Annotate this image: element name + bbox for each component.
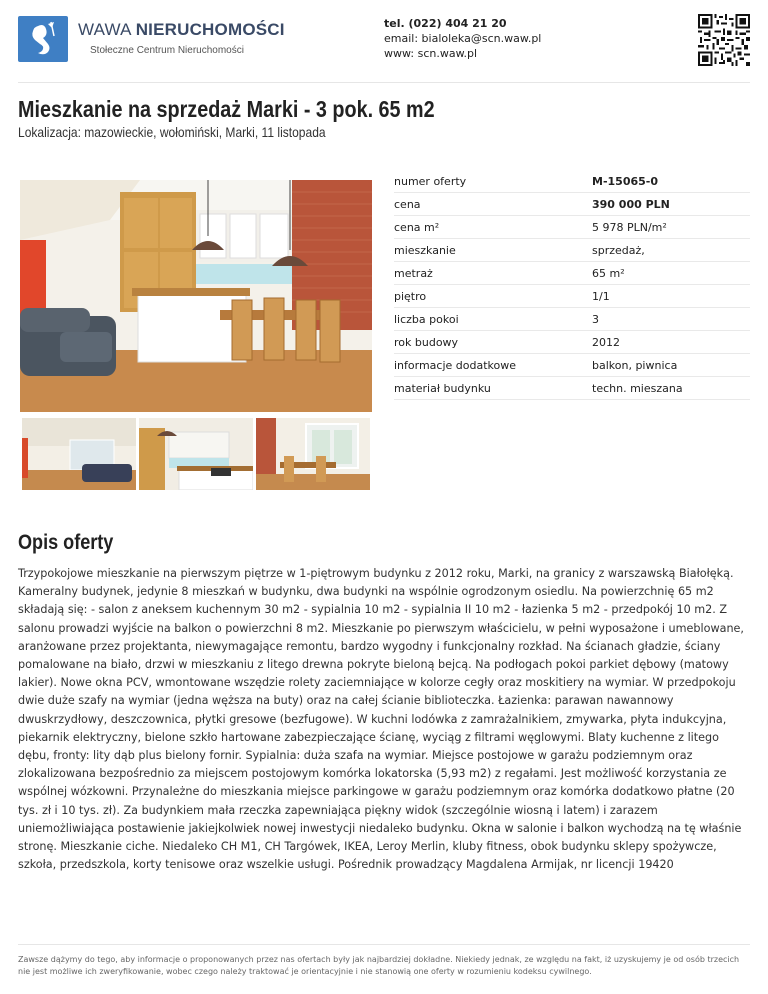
company-logo [18,16,68,62]
brand-bold: NIERUCHOMOŚCI [135,20,285,39]
detail-label: informacje dodatkowe [394,358,517,372]
detail-label: rok budowy [394,335,459,349]
detail-row [394,193,750,216]
detail-row [394,262,750,285]
mermaid-logo-icon [18,16,68,62]
brand-name [78,20,285,40]
thumbnail-living-room[interactable] [22,418,136,490]
detail-value: 5 978 PLN/m² [592,220,667,234]
detail-value: sprzedaż, [592,243,645,257]
offer-title: Mieszkanie na sprzedaż Marki - 3 pok. 65 m2 [18,96,435,122]
detail-label: materiał budynku [394,381,491,395]
footer-disclaimer: Zawsze dążymy do tego, aby informacje o proponowanych przez nas ofertach były jak najbardziej dokładne. Niekiedy jednak, ze względu na fakt, iż uzyskujemy je od osób trzecich nie jest możliwe ich zweryfikowanie, wobec czego należy traktować je orientacyjnie i nie stanowią one oferty w rozumieniu kodeksu cywilnego. [18,955,740,976]
brand-light: WAWA [78,20,131,39]
detail-row [394,216,750,239]
detail-row [394,377,750,400]
offer-location: Lokalizacja: mazowieckie, wołomiński, Marki, 11 listopada [18,124,326,140]
detail-label: cena [394,197,421,211]
contact-email[interactable]: email: bialoleka@scn.waw.pl [384,32,542,45]
page-header [0,0,768,80]
detail-label: piętro [394,289,427,303]
offer-details-table [394,170,750,400]
detail-label: metraż [394,266,433,280]
detail-row [394,239,750,262]
detail-value: 390 000 PLN [592,197,670,211]
detail-row [394,170,750,193]
main-photo[interactable] [20,180,372,412]
detail-value: techn. mieszana [592,381,683,395]
brand-tagline: Stołeczne Centrum Nieruchomości [90,45,244,56]
detail-label: cena m² [394,220,440,234]
detail-label: numer oferty [394,174,467,188]
detail-row [394,354,750,377]
contact-phone[interactable]: tel. (022) 404 21 20 [384,17,507,30]
detail-value: balkon, piwnica [592,358,678,372]
detail-value: 1/1 [592,289,610,303]
detail-row [394,285,750,308]
detail-label: mieszkanie [394,243,456,257]
description-text: Trzypokojowe mieszkanie na pierwszym piętrze w 1-piętrowym budynku z 2012 roku, Marki, na granicy z warszawską Białołęką. Kameralny budynek, jedynie 8 mieszkań w budynku, dwa budynki na wspólnie ogrodzonym osiedlu. Na powierzchnię 65 m2 składają się: - salon z aneksem kuchennym 30 m2 - sypialnia 10 m2 - sypialnia II 10 m2 - łazienka 5 m2 - przedpokój 10 m2. Z salonu prowadzi wyjście na balkon o powierzchni 8 m2. Mieszkanie po pierwszym właścicielu, w pełni wyposażone i umeblowane, aranżowane przez projektanta, niewymagające remontu, bardzo wygodny i funkcjonalny rozkład. Na ścianach gładzie, ściany pomalowane na biało, drzwi w mieszkaniu z litego drewna pokryte bieloną bejcą. Na podłogach pokoi parkiet dębowy (matowy lakier). Nowe okna PCV, wmontowane wszędzie rolety zaciemniające w kolorze cegły oraz moskitiery na wymiar. W przedpokoju dwie duże szafy na wymiar (jedna węższa na buty) oraz na całej ścianie biblioteczka. Łazienka: parawan nawannowy dwuskrzydłowy, deszczownica, płytki gresowe (bezfugowe). W kuchni lodówka z zamrażalnikiem, zmywarka, płyta indukcyjna, piekarnik elektryczny, bielone szkło hartowane zabezpieczające ścianę, wyciąg z filtrami węglowymi. Blaty kuchenne z litego dębu, fronty: lity dąb plus bielony fornir. Sypialnia: duża szafa na wymiar. Miejsce postojowe w garażu podziemnym oraz zlokalizowana bezpośrednio za miejscem postojowym komórka lokatorska (5,93 m2) z regałami. Jest możliwość korzystania ze wspólnej wózkowni. Przynależne do mieszkania miejsce parkingowe w garażu podziemnym oraz komórka dodatkowo płatne (20 tys. zł i 10 tys. zł). Za budynkiem mała rzeczka zapewniająca piękny widok (szczególnie wiosną i latem) i zarazem uniemożliwiająca postawienie jakiejkolwiek nowej inwestycji niedaleko budynku. Okna w salonie i balkon wychodzą na tę właśnie stronę. Mieszkanie ciche. Niedaleko CH M1, CH Targówek, IKEA, Leroy Merlin, kluby fitness, obok budynku sklepy spożywcze, szkoła, przedszkola, korty tenisowe oraz wszelkie usługi. Pośrednik prowadzący Magdalena Armijak, nr licencji 19420 [18,567,744,872]
header-divider [18,82,750,83]
detail-value: 2012 [592,335,620,349]
detail-row [394,331,750,354]
thumbnail-dining-balcony[interactable] [256,418,370,490]
detail-value: M-15065-0 [592,174,658,188]
qr-code [698,14,750,66]
description-heading: Opis oferty [18,531,114,554]
contact-website[interactable]: www: scn.waw.pl [384,47,478,60]
detail-value: 65 m² [592,266,625,280]
detail-label: liczba pokoi [394,312,459,326]
contact-info [384,16,541,61]
thumbnail-kitchen[interactable] [139,418,253,490]
footer-divider [18,944,750,945]
detail-value: 3 [592,312,599,326]
detail-row [394,308,750,331]
